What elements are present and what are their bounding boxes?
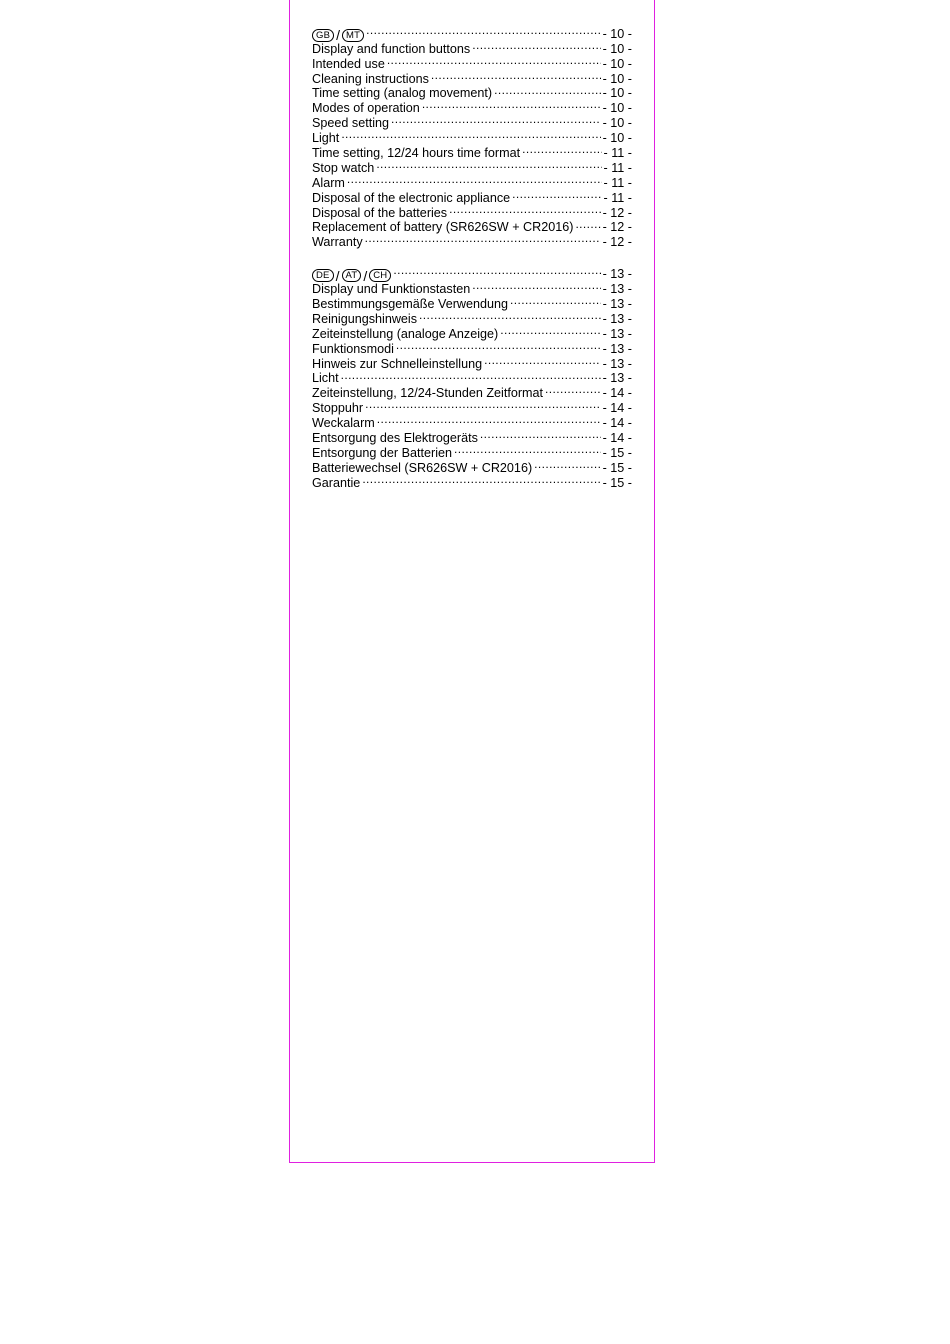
page-number: - 11 - [603, 160, 632, 175]
page-number: - 10 - [602, 26, 632, 41]
page-number: - 14 - [602, 431, 632, 446]
toc-entry-label: Cleaning instructions [312, 71, 429, 86]
leader-dots [484, 353, 600, 368]
page-number: - 12 - [602, 205, 632, 220]
country-badge: DE [312, 269, 334, 282]
toc-entry-label: Alarm [312, 175, 345, 190]
toc-entry-label: Zeiteinstellung (analoge Anzeige) [312, 326, 499, 341]
page-number: - 15 - [602, 460, 632, 475]
toc-entry-label: Intended use [312, 56, 385, 71]
leader-dots [454, 442, 601, 457]
page-number: - 13 - [602, 326, 632, 341]
page-number: - 10 - [602, 131, 632, 146]
toc-entry-label: Stop watch [312, 160, 375, 175]
toc-entry-label: Light [312, 131, 340, 146]
toc-section-gb-mt [312, 23, 632, 250]
page-number: - 11 - [603, 175, 632, 190]
slash-separator: / [363, 267, 368, 284]
page-number: - 10 - [602, 116, 632, 131]
toc-entry-label: Zeiteinstellung, 12/24-Stunden Zeitformat [312, 386, 544, 401]
page-number: - 11 - [603, 146, 632, 161]
leader-dots [387, 53, 601, 68]
toc-entry-label: Licht [312, 371, 339, 386]
country-badge: MT [342, 29, 364, 42]
toc-entry[interactable] [312, 172, 632, 190]
country-codes [312, 269, 391, 283]
leader-dots [362, 472, 600, 487]
slash-separator: / [336, 27, 341, 44]
page-number: - 13 - [602, 311, 632, 326]
page-number: - 13 - [602, 341, 632, 356]
leader-dots [512, 187, 601, 202]
leader-dots [545, 382, 601, 397]
toc-entry-label: Hinweis zur Schnelleinstellung [312, 356, 483, 371]
toc-entry-label: Disposal of the electronic appliance [312, 190, 511, 205]
leader-dots [575, 217, 600, 232]
page-number: - 13 - [602, 282, 632, 297]
page-number: - 15 - [602, 475, 632, 490]
leader-dots [376, 157, 601, 172]
page-number: - 10 - [602, 56, 632, 71]
leader-dots [422, 97, 601, 112]
toc-entry-label: Display und Funktionstasten [312, 282, 471, 297]
toc-section-header[interactable] [312, 23, 632, 44]
page-number: - 10 - [602, 41, 632, 56]
leader-dots [396, 338, 601, 353]
page-number: - 14 - [602, 416, 632, 431]
page-number: - 15 - [602, 445, 632, 460]
page-number: - 13 - [602, 267, 632, 282]
toc-entry-label: Warranty [312, 235, 363, 250]
toc-entry-label: Display and function buttons [312, 41, 471, 56]
toc-entry[interactable] [312, 368, 632, 386]
toc-entry-label: Replacement of battery (SR626SW + CR2016) [312, 220, 574, 235]
leader-dots [341, 368, 601, 383]
toc-entry-label: Time setting (analog movement) [312, 86, 493, 101]
toc-entry-label: Disposal of the batteries [312, 205, 448, 220]
leader-dots [449, 202, 600, 217]
toc-entry-label: Entsorgung der Batterien [312, 445, 453, 460]
toc-entry-label: Entsorgung des Elektrogeräts [312, 431, 478, 446]
toc-entry-label: Time setting, 12/24 hours time format [312, 146, 521, 161]
leader-dots [472, 278, 600, 293]
page-number: - 11 - [603, 190, 632, 205]
leader-dots [347, 172, 602, 187]
toc-entry-label: Reinigungshinweis [312, 311, 418, 326]
leader-dots [341, 127, 600, 142]
country-codes [312, 28, 364, 42]
toc-entry-label: Bestimmungsgemäße Verwendung [312, 297, 509, 312]
toc-entry-label: Garantie [312, 475, 361, 490]
page-number: - 12 - [602, 220, 632, 235]
leader-dots [365, 231, 601, 246]
toc-entry-label: Speed setting [312, 116, 390, 131]
toc-entry-label: Modes of operation [312, 101, 420, 116]
toc-entry[interactable] [312, 127, 632, 146]
toc-entry[interactable] [312, 382, 632, 401]
toc-section-header[interactable] [312, 263, 632, 284]
toc-entry[interactable] [312, 187, 632, 205]
leader-dots [391, 112, 601, 127]
leader-dots [366, 23, 600, 38]
leader-dots [419, 308, 601, 323]
leader-dots [393, 263, 600, 278]
leader-dots [494, 83, 600, 98]
page-number: - 14 - [602, 386, 632, 401]
toc-entry-label: Stoppuhr [312, 401, 364, 416]
page-number: - 12 - [602, 235, 632, 250]
leader-dots [500, 323, 600, 338]
leader-dots [431, 68, 601, 83]
leader-dots [480, 427, 601, 442]
table-of-contents [312, 23, 632, 490]
page-number: - 10 - [602, 101, 632, 116]
toc-entry-label: Funktionsmodi [312, 341, 394, 356]
page-number: - 14 - [602, 401, 632, 416]
leader-dots [510, 293, 601, 308]
toc-entry-label: Batteriewechsel (SR626SW + CR2016) [312, 460, 533, 475]
page-number: - 13 - [602, 356, 632, 371]
page-number: - 10 - [602, 86, 632, 101]
leader-dots [472, 38, 600, 53]
leader-dots [534, 457, 600, 472]
country-badge: AT [342, 269, 362, 282]
toc-entry-label: Weckalarm [312, 416, 375, 431]
page-number: - 13 - [602, 371, 632, 386]
leader-dots [365, 397, 600, 412]
leader-dots [522, 142, 601, 157]
page-number: - 13 - [602, 297, 632, 312]
leader-dots [377, 412, 601, 427]
slash-separator: / [335, 267, 340, 284]
country-badge: GB [312, 29, 334, 42]
page-number: - 10 - [602, 71, 632, 86]
toc-section-de-at-ch [312, 263, 632, 490]
toc-entry[interactable] [312, 142, 632, 161]
country-badge: CH [369, 269, 391, 282]
